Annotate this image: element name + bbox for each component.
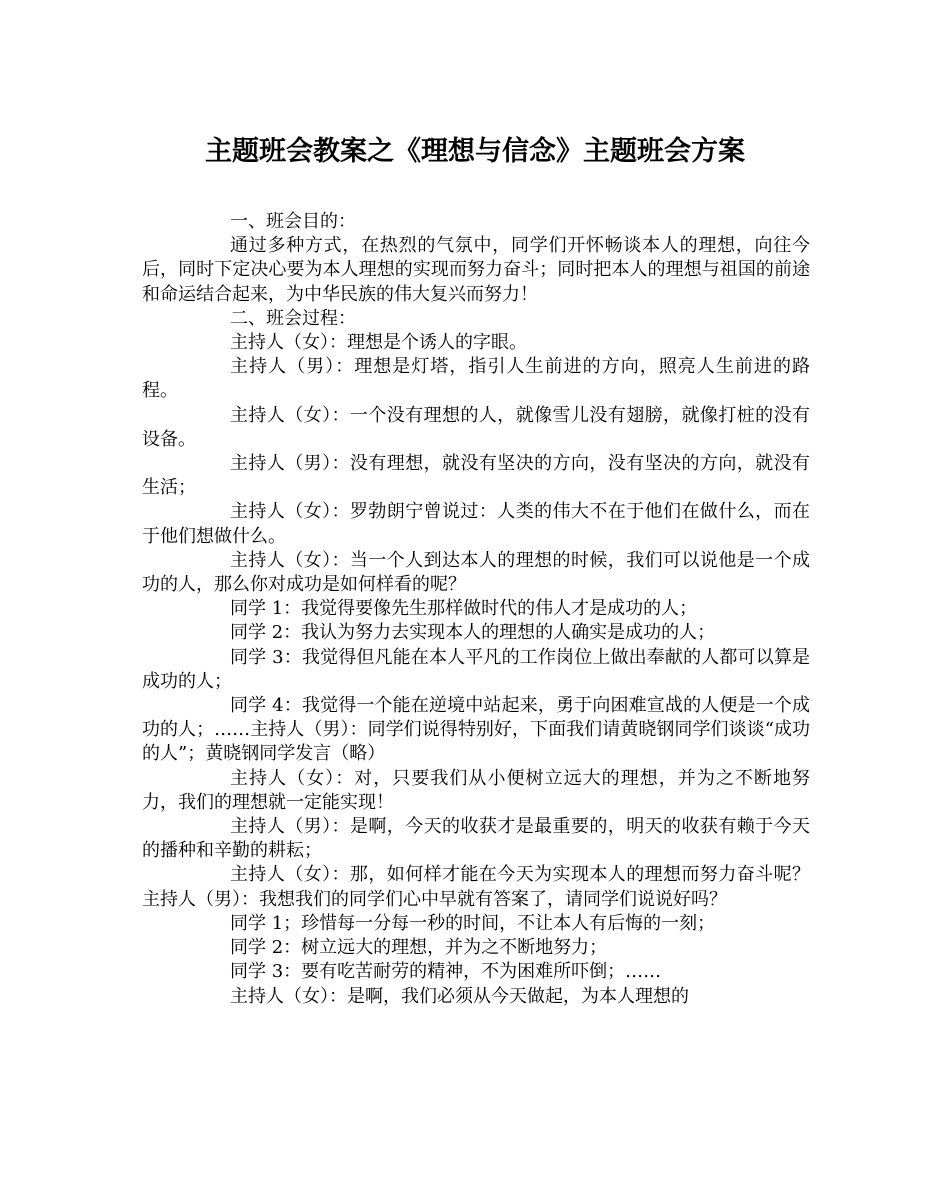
paragraph: 同学 4：我觉得一个能在逆境中站起来，勇于向困难宣战的人便是一个成功的人；……主持人（男）：同学们说得特别好，下面我们请黄晓钢同学们谈谈“成功的人”；黄晓钢同学发言（略）: [142, 695, 810, 765]
paragraph: 主持人（男）：没有理想，就没有坚决的方向，没有坚决的方向，就没有生活；: [142, 453, 810, 499]
paragraph: 同学 3：要有吃苦耐劳的精神，不为困难所吓倒；……: [230, 961, 662, 983]
section-heading: 二、班会过程：: [230, 307, 356, 329]
paragraph: 主持人（女）：一个没有理想的人，就像雪儿没有翅膀，就像打桩的没有设备。: [142, 404, 810, 450]
document-body: [142, 210, 810, 1009]
paragraph: 主持人（女）：理想是个诱人的字眼。: [230, 332, 527, 354]
paragraph: 主持人（女）：那，如何样才能在今天为实现本人的理想而努力奋斗呢？ 主持人（男）：我想我们的同学们心中早就有答案了，请同学们说说好吗？: [142, 864, 810, 910]
section-heading: 一、班会目的：: [230, 211, 356, 232]
paragraph: 主持人（女）：对，只要我们从小便树立远大的理想，并为之不断地努力，我们的理想就一定能实现！: [142, 767, 810, 813]
paragraph: 同学 2：我认为努力去实现本人的理想的人确实是成功的人；: [230, 622, 716, 644]
paragraph: 同学 1：我觉得要像先生那样做时代的伟人才是成功的人；: [230, 598, 698, 620]
paragraph: 同学 2：树立远大的理想，并为之不断地努力；: [230, 937, 608, 959]
document-title: 主题班会教案之《理想与信念》主题班会方案: [205, 136, 745, 167]
paragraph: 同学 1；珍惜每一分每一秒的时间，不让本人有后悔的一刻；: [230, 912, 716, 934]
paragraph: 通过多种方式，在热烈的气氛中，同学们开怀畅谈本人的理想，向往今后，同时下定决心要为本人理想的实现而努力奋斗；同时把本人的理想与祖国的前途和命运结合起来，为中华民族的伟大复兴而努力！: [142, 235, 810, 305]
paragraph: 主持人（男）：是啊，今天的收获才是最重要的，明天的收获有赖于今天的播种和辛勤的耕耘；: [142, 816, 810, 862]
paragraph: 主持人（女）：是啊，我们必须从今天做起，为本人理想的: [230, 985, 689, 1007]
paragraph: 主持人（男）：理想是灯塔，指引人生前进的方向，照亮人生前进的路程。: [142, 356, 810, 402]
paragraph: 主持人（女）：罗勃朗宁曾说过：人类的伟大不在于他们在做什么，而在于他们想做什么。: [142, 501, 810, 547]
paragraph: 主持人（女）：当一个人到达本人的理想的时候，我们可以说他是一个成功的人，那么你对成功是如何样看的呢？: [142, 549, 810, 596]
paragraph: 同学 3：我觉得但凡能在本人平凡的工作岗位上做出奉献的人都可以算是成功的人；: [142, 646, 810, 692]
